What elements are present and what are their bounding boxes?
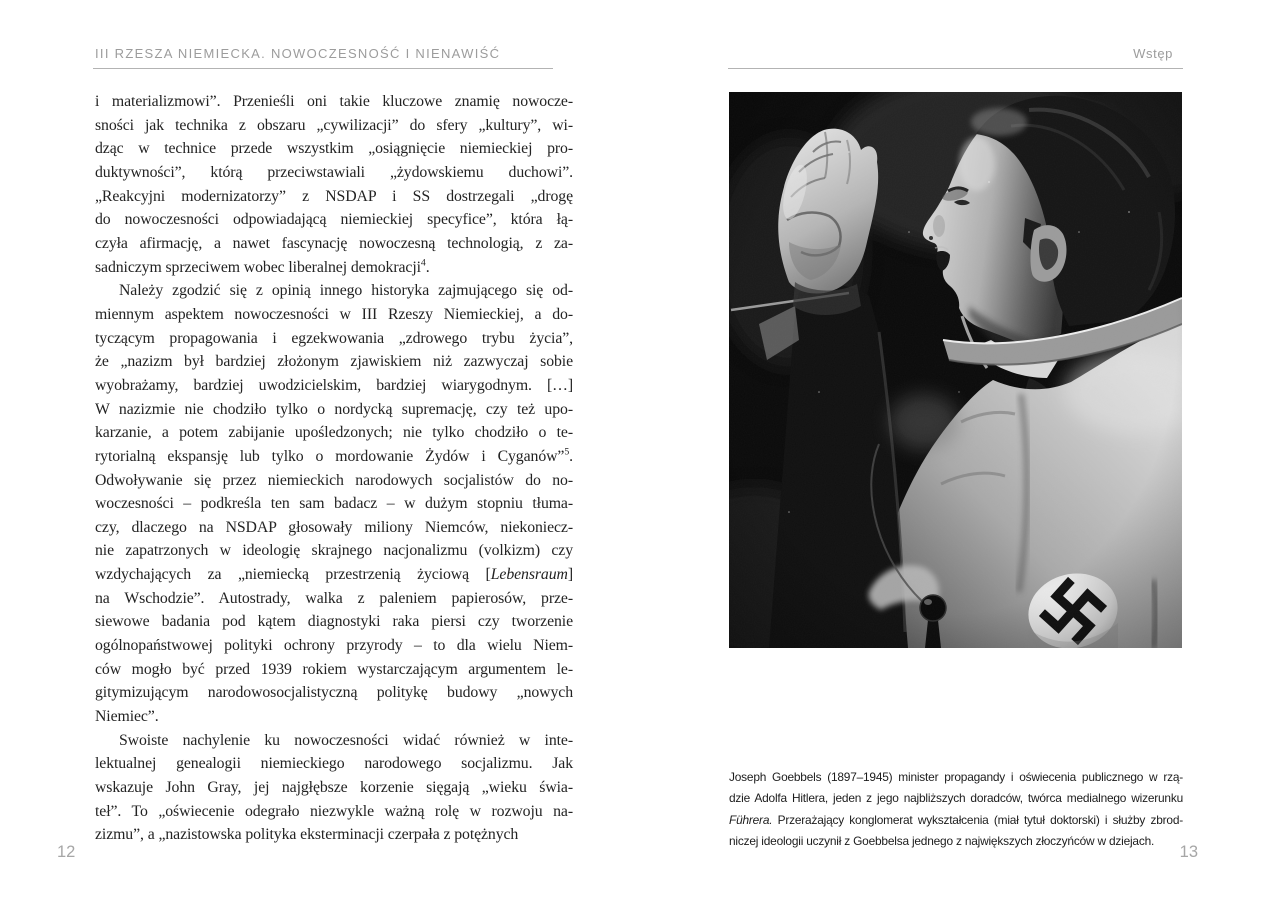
text-line: i materializmowi”. Przenieśli oni takie kluczowe znamię nowocze- bbox=[95, 93, 573, 110]
text-line: teł”. To „oświecenie odegrało niezwykle ważną rolę w rozwoju na- bbox=[95, 802, 573, 820]
text-line: gitymizującym narodowosocjalistyczną politykę budowy „nowych bbox=[95, 684, 573, 702]
text-line: Joseph Goebbels (1897–1945) minister propagandy i oświecenia publicznego w rzą- bbox=[729, 770, 1183, 784]
text-line: „Reakcyjni modernizatorzy” z NSDAP i SS dostrzegali „drogę bbox=[95, 187, 573, 205]
text-line: sadniczym sprzeciwem wobec liberalnej demokracji$^4$. bbox=[95, 257, 430, 276]
left-running-header: III RZESZA NIEMIECKA. NOWOCZESNOŚĆ I NIENAWIŚĆ bbox=[95, 46, 501, 61]
text-line: wskazuje John Gray, jej najgłębsze korzenie sięgają „wieku świa- bbox=[95, 779, 573, 797]
goebbels-photo-illustration bbox=[729, 92, 1182, 648]
text-line: ców mogło być przed 1939 rokiem wystarczającym argumentem le- bbox=[95, 660, 573, 678]
text-line: karzanie, a potem zabijanie upośledzonych; nie tylko chodziło o te- bbox=[95, 424, 573, 442]
text-line: rytorialną ekspansję lub tylko o mordowanie Żydów i Cyganów”$^5$. bbox=[95, 446, 573, 465]
text-line: wyobrażamy, bardziej uwodzicielskim, bardziej wiarygodnym. […] bbox=[95, 376, 573, 394]
left-header-rule bbox=[93, 68, 553, 69]
text-line: czyła afirmację, a nawet fascynację nowoczesną technologią, z za- bbox=[95, 234, 573, 252]
photo-caption bbox=[729, 767, 1183, 852]
right-page-number: 13 bbox=[1179, 843, 1198, 861]
text-line: tyczącym propagowania i egzekwowania „zdrowego trybu życia”, bbox=[95, 329, 573, 347]
text-line: duktywności”, którą przeciwstawiali „żydowskiemu duchowi”. bbox=[95, 163, 573, 181]
text-line: na Wschodzie”. Autostrady, walka z paleniem papierosów, prze- bbox=[95, 589, 573, 607]
text-line: nie zapatrzonych w ideologię skrajnego nacjonalizmu (volkizm) czy bbox=[95, 542, 573, 560]
text-line: siewowe badania pod kątem diagnostyki raka piersi czy tworzenie bbox=[95, 613, 573, 631]
paragraph bbox=[95, 729, 573, 847]
text-line: Należy zgodzić się z opinią innego historyka zajmującego się od- bbox=[119, 282, 573, 300]
text-line: ogólnopaństwowej polityki ochrony przyrody – to dla wielu Niem- bbox=[95, 637, 573, 655]
paragraph bbox=[95, 279, 573, 728]
text-line: wzdychających za „niemiecką przestrzenią życiową [Lebensraum] bbox=[95, 566, 573, 584]
right-header-rule bbox=[728, 68, 1183, 69]
text-line: zizmu”, a „nazistowska polityka eksterminacji czerpała z potężnych bbox=[95, 826, 519, 844]
text-line: niczej ideologii uczynił z Goebbelsa jednego z największych złoczyńców w dziejach. bbox=[729, 833, 1155, 848]
text-line: do nowoczesności odpowiadającą niemieckiej specyfice”, która łą- bbox=[95, 211, 573, 229]
text-line: sności jak technika z obszaru „cywilizacji” do sfery „kultury”, wi- bbox=[95, 116, 573, 134]
left-page-number: 12 bbox=[57, 843, 76, 861]
text-line: Swoiste nachylenie ku nowoczesności widać również w inte- bbox=[119, 731, 573, 749]
text-line: Odwoływanie się przez niemieckich narodowych socjalistów do no- bbox=[95, 471, 573, 489]
text-line: lektualnej genealogii niemieckiego narodowego socjalizmu. Jak bbox=[95, 755, 573, 773]
text-line: czy, dlaczego na NSDAP głosowały miliony Niemców, niekoniecz- bbox=[95, 518, 573, 536]
text-line: że „nazizm był bardziej złożonym zjawiskiem niż zazwyczaj sobie bbox=[95, 353, 573, 371]
text-line: miennym aspektem nowoczesności w III Rzeszy Niemieckiej, a do- bbox=[95, 305, 573, 323]
text-line: dząc w technice przede wszystkim „osiągnięcie niemieckiej pro- bbox=[95, 140, 573, 158]
text-line: dzie Adolfa Hitlera, jeden z jego najbliższych doradców, twórca medialnego wizerunku bbox=[729, 791, 1183, 806]
text-line: woczesności – podkreśla ten sam badacz – w dużym stopniu tłuma- bbox=[95, 495, 573, 513]
text-line: Führera. Przerażający konglomerat wykształcenia (miał tytuł doktorski) i służby zbrod- bbox=[729, 812, 1183, 827]
right-running-header: Wstęp bbox=[1133, 46, 1173, 61]
body-text-column bbox=[95, 90, 573, 847]
paragraph bbox=[95, 90, 573, 279]
text-line: Niemiec”. bbox=[95, 708, 159, 726]
text-line: W nazizmie nie chodziło tylko o nordycką supremację, czy też upo- bbox=[95, 400, 573, 418]
goebbels-speech-photo bbox=[729, 92, 1182, 648]
